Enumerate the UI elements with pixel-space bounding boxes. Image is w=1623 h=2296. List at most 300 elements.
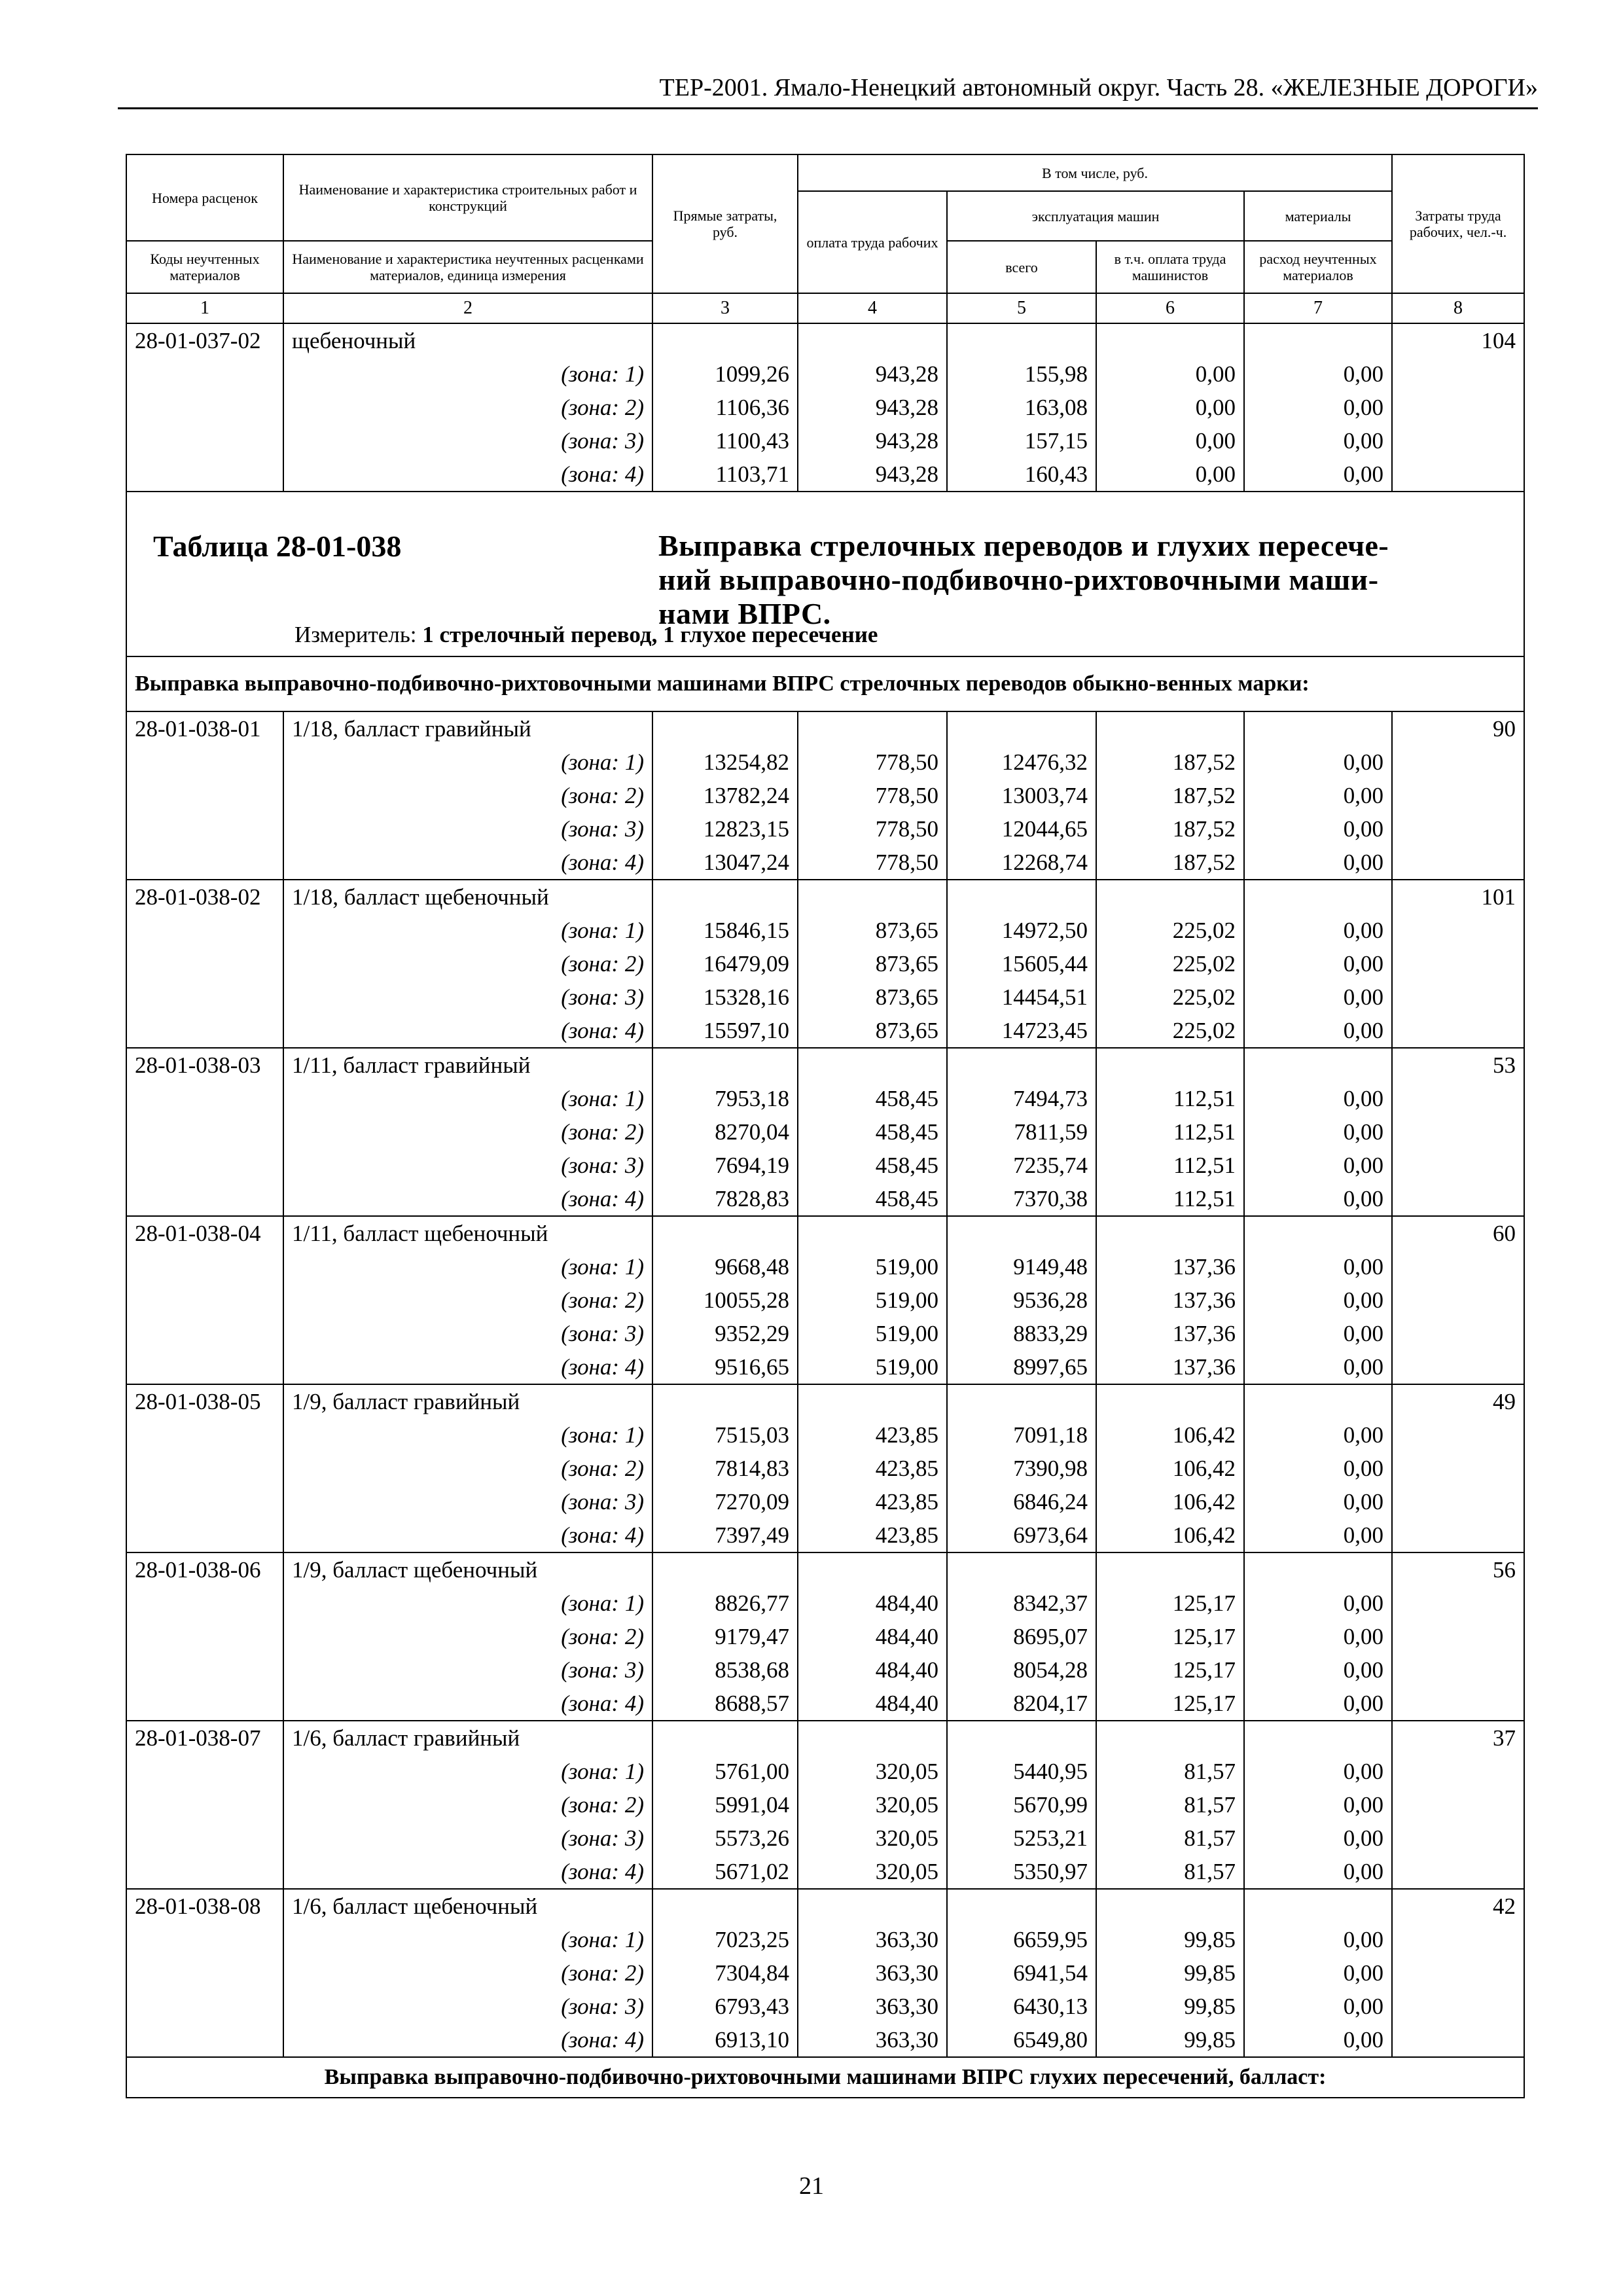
zone-label: (зона: 3) bbox=[283, 1485, 652, 1518]
machines-cost: 7091,18 bbox=[947, 1418, 1096, 1452]
operators-cost: 225,02 bbox=[1096, 914, 1244, 947]
machines-cost: 6659,95 bbox=[947, 1923, 1096, 1956]
operators-cost: 106,42 bbox=[1096, 1485, 1244, 1518]
rate-name: 1/11, балласт щебеночный bbox=[283, 1216, 652, 1250]
materials-header: материалы bbox=[1244, 191, 1392, 241]
operators-cost: 225,02 bbox=[1096, 1014, 1244, 1048]
wages-cost: 423,85 bbox=[798, 1418, 947, 1452]
machines-cost: 14723,45 bbox=[947, 1014, 1096, 1048]
labor-cost: 56 bbox=[1392, 1552, 1524, 1587]
zone-label: (зона: 4) bbox=[283, 1350, 652, 1384]
operators-cost: 225,02 bbox=[1096, 980, 1244, 1014]
operators-cost: 125,17 bbox=[1096, 1653, 1244, 1687]
wages-cost: 943,28 bbox=[798, 457, 947, 492]
empty-cell bbox=[126, 1485, 283, 1518]
empty-cell bbox=[1392, 1956, 1524, 1990]
wages-cost: 458,45 bbox=[798, 1115, 947, 1149]
empty-cell bbox=[798, 323, 947, 357]
labor-cost: 60 bbox=[1392, 1216, 1524, 1250]
machines-cost: 12268,74 bbox=[947, 846, 1096, 880]
operators-cost: 112,51 bbox=[1096, 1149, 1244, 1182]
zone-row bbox=[126, 1788, 1524, 1821]
direct-cost: 8538,68 bbox=[652, 1653, 798, 1687]
direct-cost: 13047,24 bbox=[652, 846, 798, 880]
materials-cost: 0,00 bbox=[1244, 1182, 1392, 1216]
rate-row bbox=[126, 1216, 1524, 1250]
materials-cost: 0,00 bbox=[1244, 1014, 1392, 1048]
zone-row bbox=[126, 1687, 1524, 1721]
rate-row bbox=[126, 1552, 1524, 1587]
machines-cost: 9149,48 bbox=[947, 1250, 1096, 1283]
materials-cost: 0,00 bbox=[1244, 1990, 1392, 2023]
empty-cell bbox=[1096, 323, 1244, 357]
empty-cell bbox=[1392, 1923, 1524, 1956]
rate-name: 1/9, балласт гравийный bbox=[283, 1384, 652, 1418]
rate-name: 1/9, балласт щебеночный bbox=[283, 1552, 652, 1587]
zone-label: (зона: 1) bbox=[283, 1923, 652, 1956]
empty-cell bbox=[126, 1687, 283, 1721]
empty-cell bbox=[1096, 880, 1244, 914]
operators-cost: 112,51 bbox=[1096, 1182, 1244, 1216]
empty-cell bbox=[126, 1855, 283, 1889]
operators-cost: 81,57 bbox=[1096, 1821, 1244, 1855]
zone-row bbox=[126, 1587, 1524, 1620]
empty-cell bbox=[1392, 1855, 1524, 1889]
zone-row bbox=[126, 1250, 1524, 1283]
col-material-names-header: Наименование и характеристика неучтенных расценками материалов, единица измерения bbox=[283, 241, 652, 293]
empty-cell bbox=[1392, 424, 1524, 457]
empty-cell bbox=[947, 323, 1096, 357]
rate-code: 28-01-037-02 bbox=[126, 323, 283, 357]
col-wages-header: оплата труда рабочих bbox=[798, 191, 947, 293]
zone-label: (зона: 4) bbox=[283, 1182, 652, 1216]
zone-row bbox=[126, 2023, 1524, 2057]
empty-cell bbox=[1392, 357, 1524, 391]
empty-cell bbox=[798, 1048, 947, 1082]
zone-row bbox=[126, 1283, 1524, 1317]
materials-cost: 0,00 bbox=[1244, 1082, 1392, 1115]
empty-cell bbox=[1392, 391, 1524, 424]
empty-cell bbox=[652, 1889, 798, 1923]
machines-cost: 6430,13 bbox=[947, 1990, 1096, 2023]
empty-cell bbox=[126, 1182, 283, 1216]
zone-label: (зона: 3) bbox=[283, 1149, 652, 1182]
machines-cost: 6846,24 bbox=[947, 1485, 1096, 1518]
labor-cost: 49 bbox=[1392, 1384, 1524, 1418]
column-numbers-row bbox=[126, 293, 1524, 323]
empty-cell bbox=[126, 1452, 283, 1485]
zone-label: (зона: 2) bbox=[283, 1788, 652, 1821]
empty-cell bbox=[126, 1149, 283, 1182]
machines-cost: 5440,95 bbox=[947, 1755, 1096, 1788]
machines-cost: 5253,21 bbox=[947, 1821, 1096, 1855]
materials-cost: 0,00 bbox=[1244, 1485, 1392, 1518]
materials-cost: 0,00 bbox=[1244, 1620, 1392, 1653]
empty-cell bbox=[652, 1384, 798, 1418]
operators-cost: 187,52 bbox=[1096, 846, 1244, 880]
machines-cost: 14454,51 bbox=[947, 980, 1096, 1014]
empty-cell bbox=[126, 1587, 283, 1620]
empty-cell bbox=[126, 1620, 283, 1653]
empty-cell bbox=[1244, 1384, 1392, 1418]
rate-code: 28-01-038-04 bbox=[126, 1216, 283, 1250]
machines-cost: 13003,74 bbox=[947, 779, 1096, 812]
empty-cell bbox=[947, 1721, 1096, 1755]
machines-cost: 8833,29 bbox=[947, 1317, 1096, 1350]
materials-cost: 0,00 bbox=[1244, 1587, 1392, 1620]
col-operators-header: в т.ч. оплата труда машинистов bbox=[1096, 241, 1244, 293]
empty-cell bbox=[1392, 1014, 1524, 1048]
wages-cost: 423,85 bbox=[798, 1518, 947, 1552]
zone-row bbox=[126, 1115, 1524, 1149]
zone-label: (зона: 3) bbox=[283, 424, 652, 457]
table-title bbox=[658, 529, 1575, 631]
empty-cell bbox=[1096, 1384, 1244, 1418]
empty-cell bbox=[1392, 1350, 1524, 1384]
empty-cell bbox=[126, 1755, 283, 1788]
zone-row bbox=[126, 980, 1524, 1014]
operators-cost: 187,52 bbox=[1096, 745, 1244, 779]
wages-cost: 778,50 bbox=[798, 745, 947, 779]
rate-row bbox=[126, 880, 1524, 914]
empty-cell bbox=[1244, 880, 1392, 914]
machines-cost: 163,08 bbox=[947, 391, 1096, 424]
direct-cost: 9352,29 bbox=[652, 1317, 798, 1350]
zone-row bbox=[126, 745, 1524, 779]
empty-cell bbox=[126, 1788, 283, 1821]
materials-cost: 0,00 bbox=[1244, 1755, 1392, 1788]
empty-cell bbox=[126, 1350, 283, 1384]
direct-cost: 6913,10 bbox=[652, 2023, 798, 2057]
empty-cell bbox=[1392, 846, 1524, 880]
wages-cost: 363,30 bbox=[798, 2023, 947, 2057]
zone-row bbox=[126, 1821, 1524, 1855]
zone-label: (зона: 1) bbox=[283, 1755, 652, 1788]
empty-cell bbox=[1244, 1048, 1392, 1082]
operators-cost: 81,57 bbox=[1096, 1755, 1244, 1788]
materials-cost: 0,00 bbox=[1244, 1855, 1392, 1889]
page-number: 21 bbox=[799, 2172, 824, 2200]
empty-cell bbox=[652, 1721, 798, 1755]
materials-cost: 0,00 bbox=[1244, 1518, 1392, 1552]
wages-cost: 519,00 bbox=[798, 1317, 947, 1350]
empty-cell bbox=[126, 812, 283, 846]
empty-cell bbox=[798, 1889, 947, 1923]
materials-cost: 0,00 bbox=[1244, 1821, 1392, 1855]
wages-cost: 778,50 bbox=[798, 779, 947, 812]
empty-cell bbox=[126, 391, 283, 424]
zone-label: (зона: 1) bbox=[283, 745, 652, 779]
empty-cell bbox=[1244, 323, 1392, 357]
empty-cell bbox=[798, 1721, 947, 1755]
empty-cell bbox=[652, 1216, 798, 1250]
wages-cost: 873,65 bbox=[798, 1014, 947, 1048]
col-machines-total-header: всего bbox=[947, 241, 1096, 293]
materials-cost: 0,00 bbox=[1244, 779, 1392, 812]
operators-cost: 81,57 bbox=[1096, 1788, 1244, 1821]
empty-cell bbox=[126, 1283, 283, 1317]
section-heading-text: Выправка выправочно-подбивочно-рихтовочными машинами ВПРС стрелочных переводов обыкно-венных марки: bbox=[126, 656, 1524, 711]
empty-cell bbox=[1392, 1250, 1524, 1283]
operators-cost: 99,85 bbox=[1096, 1923, 1244, 1956]
operators-cost: 99,85 bbox=[1096, 1990, 1244, 2023]
direct-cost: 8826,77 bbox=[652, 1587, 798, 1620]
materials-cost: 0,00 bbox=[1244, 1923, 1392, 1956]
zone-label: (зона: 1) bbox=[283, 1082, 652, 1115]
wages-cost: 519,00 bbox=[798, 1250, 947, 1283]
table-title-line: Выправка стрелочных переводов и глухих пересече- bbox=[658, 529, 1389, 562]
empty-cell bbox=[947, 1552, 1096, 1587]
zone-row bbox=[126, 1755, 1524, 1788]
rate-row bbox=[126, 1721, 1524, 1755]
direct-cost: 5761,00 bbox=[652, 1755, 798, 1788]
empty-cell bbox=[798, 1384, 947, 1418]
empty-cell bbox=[1392, 1653, 1524, 1687]
machines-cost: 15605,44 bbox=[947, 947, 1096, 980]
empty-cell bbox=[126, 779, 283, 812]
zone-label: (зона: 4) bbox=[283, 1518, 652, 1552]
wages-cost: 320,05 bbox=[798, 1755, 947, 1788]
zone-label: (зона: 2) bbox=[283, 779, 652, 812]
zone-label: (зона: 3) bbox=[283, 1317, 652, 1350]
zone-label: (зона: 2) bbox=[283, 947, 652, 980]
empty-cell bbox=[126, 1956, 283, 1990]
empty-cell bbox=[126, 457, 283, 492]
operators-cost: 125,17 bbox=[1096, 1687, 1244, 1721]
column-number: 8 bbox=[1392, 293, 1524, 323]
labor-cost: 37 bbox=[1392, 1721, 1524, 1755]
zone-label: (зона: 2) bbox=[283, 1620, 652, 1653]
empty-cell bbox=[652, 711, 798, 745]
empty-cell bbox=[126, 1250, 283, 1283]
col-labor-header: Затраты труда рабочих, чел.-ч. bbox=[1392, 154, 1524, 293]
empty-cell bbox=[1096, 711, 1244, 745]
machines-cost: 7811,59 bbox=[947, 1115, 1096, 1149]
col-name-header: Наименование и характеристика строительных работ и конструкций bbox=[283, 154, 652, 241]
zone-row bbox=[126, 1182, 1524, 1216]
empty-cell bbox=[798, 711, 947, 745]
rate-code: 28-01-038-05 bbox=[126, 1384, 283, 1418]
materials-cost: 0,00 bbox=[1244, 1115, 1392, 1149]
operators-cost: 137,36 bbox=[1096, 1283, 1244, 1317]
rates-table bbox=[126, 154, 1525, 2098]
wages-cost: 423,85 bbox=[798, 1485, 947, 1518]
rate-row bbox=[126, 1384, 1524, 1418]
wages-cost: 363,30 bbox=[798, 1990, 947, 2023]
wages-cost: 484,40 bbox=[798, 1587, 947, 1620]
empty-cell bbox=[1392, 1518, 1524, 1552]
empty-cell bbox=[652, 1552, 798, 1587]
column-number: 1 bbox=[126, 293, 283, 323]
empty-cell bbox=[1392, 1283, 1524, 1317]
wages-cost: 363,30 bbox=[798, 1923, 947, 1956]
empty-cell bbox=[947, 711, 1096, 745]
zone-label: (зона: 4) bbox=[283, 846, 652, 880]
materials-cost: 0,00 bbox=[1244, 1283, 1392, 1317]
table-number: Таблица 28-01-038 bbox=[153, 529, 402, 563]
operators-cost: 106,42 bbox=[1096, 1452, 1244, 1485]
empty-cell bbox=[126, 980, 283, 1014]
rate-code: 28-01-038-08 bbox=[126, 1889, 283, 1923]
machines-cost: 8204,17 bbox=[947, 1687, 1096, 1721]
column-number: 6 bbox=[1096, 293, 1244, 323]
empty-cell bbox=[947, 1889, 1096, 1923]
operators-cost: 187,52 bbox=[1096, 812, 1244, 846]
zone-label: (зона: 1) bbox=[283, 357, 652, 391]
column-number: 2 bbox=[283, 293, 652, 323]
operators-cost: 0,00 bbox=[1096, 457, 1244, 492]
zone-label: (зона: 1) bbox=[283, 1587, 652, 1620]
empty-cell bbox=[1392, 1587, 1524, 1620]
zone-row bbox=[126, 1317, 1524, 1350]
wages-cost: 458,45 bbox=[798, 1182, 947, 1216]
operators-cost: 106,42 bbox=[1096, 1418, 1244, 1452]
operators-cost: 81,57 bbox=[1096, 1855, 1244, 1889]
labor-cost: 101 bbox=[1392, 880, 1524, 914]
zone-label: (зона: 1) bbox=[283, 1250, 652, 1283]
wages-cost: 320,05 bbox=[798, 1855, 947, 1889]
direct-cost: 7828,83 bbox=[652, 1182, 798, 1216]
rate-code: 28-01-038-07 bbox=[126, 1721, 283, 1755]
running-header: ТЕР-2001. Ямало-Ненецкий автономный округ. Часть 28. «ЖЕЛЕЗНЫЕ ДОРОГИ» bbox=[118, 68, 1538, 109]
materials-cost: 0,00 bbox=[1244, 1418, 1392, 1452]
machines-cost: 7390,98 bbox=[947, 1452, 1096, 1485]
zone-row bbox=[126, 1014, 1524, 1048]
wages-cost: 778,50 bbox=[798, 812, 947, 846]
column-number: 4 bbox=[798, 293, 947, 323]
direct-cost: 5991,04 bbox=[652, 1788, 798, 1821]
table-title-line: нами ВПРС. bbox=[658, 597, 831, 630]
zone-label: (зона: 4) bbox=[283, 1014, 652, 1048]
zone-row bbox=[126, 1990, 1524, 2023]
column-number: 3 bbox=[652, 293, 798, 323]
empty-cell bbox=[126, 914, 283, 947]
materials-cost: 0,00 bbox=[1244, 1317, 1392, 1350]
column-number: 5 bbox=[947, 293, 1096, 323]
machines-cost: 6973,64 bbox=[947, 1518, 1096, 1552]
machines-header: эксплуатация машин bbox=[947, 191, 1244, 241]
rate-name: 1/6, балласт гравийный bbox=[283, 1721, 652, 1755]
direct-cost: 7304,84 bbox=[652, 1956, 798, 1990]
machines-cost: 6941,54 bbox=[947, 1956, 1096, 1990]
wages-cost: 458,45 bbox=[798, 1149, 947, 1182]
direct-cost: 13254,82 bbox=[652, 745, 798, 779]
wages-cost: 943,28 bbox=[798, 357, 947, 391]
direct-cost: 1103,71 bbox=[652, 457, 798, 492]
machines-cost: 12476,32 bbox=[947, 745, 1096, 779]
direct-cost: 10055,28 bbox=[652, 1283, 798, 1317]
materials-cost: 0,00 bbox=[1244, 1956, 1392, 1990]
zone-label: (зона: 1) bbox=[283, 914, 652, 947]
col-materials-usage-header: расход неучтенных материалов bbox=[1244, 241, 1392, 293]
empty-cell bbox=[1392, 779, 1524, 812]
machines-cost: 5350,97 bbox=[947, 1855, 1096, 1889]
empty-cell bbox=[1392, 1620, 1524, 1653]
table-title-block bbox=[126, 492, 1524, 656]
materials-cost: 0,00 bbox=[1244, 1788, 1392, 1821]
empty-cell bbox=[1392, 1485, 1524, 1518]
empty-cell bbox=[1392, 1990, 1524, 2023]
zone-row bbox=[126, 1855, 1524, 1889]
zone-row bbox=[126, 1620, 1524, 1653]
empty-cell bbox=[1244, 711, 1392, 745]
materials-cost: 0,00 bbox=[1244, 2023, 1392, 2057]
direct-cost: 15597,10 bbox=[652, 1014, 798, 1048]
direct-cost: 9179,47 bbox=[652, 1620, 798, 1653]
empty-cell bbox=[126, 947, 283, 980]
materials-cost: 0,00 bbox=[1244, 846, 1392, 880]
zone-row bbox=[126, 1518, 1524, 1552]
empty-cell bbox=[1392, 1755, 1524, 1788]
operators-cost: 137,36 bbox=[1096, 1317, 1244, 1350]
operators-cost: 137,36 bbox=[1096, 1250, 1244, 1283]
empty-cell bbox=[126, 1821, 283, 1855]
labor-cost: 42 bbox=[1392, 1889, 1524, 1923]
table-title-line: ний выправочно-подбивочно-рихтовочными маши- bbox=[658, 563, 1379, 596]
direct-cost: 7515,03 bbox=[652, 1418, 798, 1452]
zone-label: (зона: 2) bbox=[283, 391, 652, 424]
materials-cost: 0,00 bbox=[1244, 914, 1392, 947]
machines-cost: 8997,65 bbox=[947, 1350, 1096, 1384]
wages-cost: 363,30 bbox=[798, 1956, 947, 1990]
zone-row bbox=[126, 1923, 1524, 1956]
rate-code: 28-01-038-02 bbox=[126, 880, 283, 914]
empty-cell bbox=[1392, 980, 1524, 1014]
zone-row bbox=[126, 812, 1524, 846]
empty-cell bbox=[126, 1014, 283, 1048]
zone-row bbox=[126, 424, 1524, 457]
zone-label: (зона: 2) bbox=[283, 1115, 652, 1149]
empty-cell bbox=[126, 1518, 283, 1552]
zone-row bbox=[126, 357, 1524, 391]
empty-cell bbox=[1392, 1182, 1524, 1216]
zone-label: (зона: 3) bbox=[283, 812, 652, 846]
direct-cost: 9668,48 bbox=[652, 1250, 798, 1283]
col-codes-header: Номера расценок bbox=[126, 154, 283, 241]
empty-cell bbox=[1244, 1216, 1392, 1250]
empty-cell bbox=[652, 1048, 798, 1082]
empty-cell bbox=[798, 880, 947, 914]
direct-cost: 7814,83 bbox=[652, 1452, 798, 1485]
machines-cost: 9536,28 bbox=[947, 1283, 1096, 1317]
zone-label: (зона: 4) bbox=[283, 2023, 652, 2057]
rate-row bbox=[126, 1889, 1524, 1923]
empty-cell bbox=[126, 745, 283, 779]
empty-cell bbox=[1096, 1889, 1244, 1923]
empty-cell bbox=[1392, 914, 1524, 947]
machines-cost: 12044,65 bbox=[947, 812, 1096, 846]
operators-cost: 0,00 bbox=[1096, 424, 1244, 457]
materials-cost: 0,00 bbox=[1244, 980, 1392, 1014]
labor-cost: 104 bbox=[1392, 323, 1524, 357]
zone-label: (зона: 3) bbox=[283, 1990, 652, 2023]
empty-cell bbox=[652, 880, 798, 914]
zone-row bbox=[126, 947, 1524, 980]
machines-cost: 8342,37 bbox=[947, 1587, 1096, 1620]
rate-code: 28-01-038-03 bbox=[126, 1048, 283, 1082]
direct-cost: 1099,26 bbox=[652, 357, 798, 391]
rate-name: 1/11, балласт гравийный bbox=[283, 1048, 652, 1082]
empty-cell bbox=[126, 1082, 283, 1115]
zone-row bbox=[126, 391, 1524, 424]
materials-cost: 0,00 bbox=[1244, 457, 1392, 492]
wages-cost: 484,40 bbox=[798, 1687, 947, 1721]
rate-row bbox=[126, 711, 1524, 745]
direct-cost: 7694,19 bbox=[652, 1149, 798, 1182]
incl-header: В том числе, руб. bbox=[798, 154, 1392, 191]
zone-row bbox=[126, 1452, 1524, 1485]
materials-cost: 0,00 bbox=[1244, 391, 1392, 424]
